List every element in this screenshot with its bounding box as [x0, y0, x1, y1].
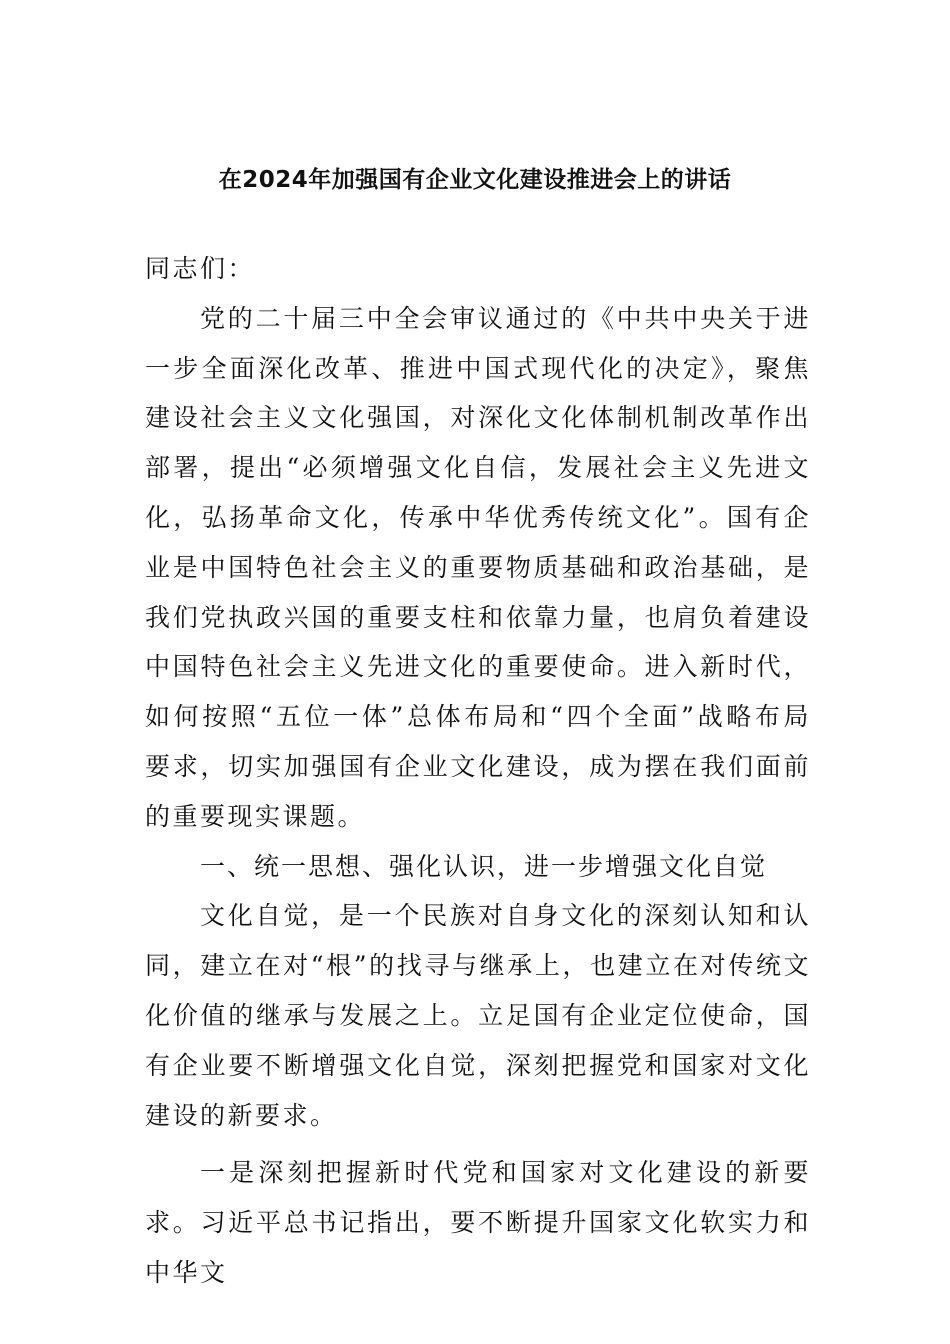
section-heading: 一、统一思想、强化认识，进一步增强文化自觉: [200, 851, 768, 881]
section-paragraph: 文化自觉，是一个民族对自身文化的深刻认知和认同，建立在对“根”的找寻与继承上，也建立在对传统文化价值的继承与发展之上。立足国有企业定位使命，国有企业要不断增强文化自觉，深刻把握党和国家对文化建设的新要求。: [145, 901, 811, 1130]
sub-paragraph: 一是深刻把握新时代党和国家对文化建设的新要求。习近平总书记指出，要不断提升国家文化软实力和中华文: [145, 1158, 811, 1287]
document-title: 在2024年加强国有企业文化建设推进会上的讲话: [218, 167, 732, 193]
salutation: 同志们：: [145, 254, 256, 283]
document-body: [145, 244, 811, 1298]
intro-paragraph: 党的二十届三中全会审议通过的《中共中央关于进一步全面深化改革、推进中国式现代化的决定》，聚焦建设社会主义文化强国，对深化文化体制机制改革作出部署，提出“必须增强文化自信，发展社会主义先进文化，弘扬革命文化，传承中华优秀传统文化”。国有企业是中国特色社会主义的重要物质基础和政治基础，是我们党执政兴国的重要支柱和依靠力量，也肩负着建设中国特色社会主义先进文化的重要使命。进入新时代，如何按照“五位一体”总体布局和“四个全面”战略布局要求，切实加强国有企业文化建设，成为摆在我们面前的重要现实课题。: [145, 303, 811, 831]
